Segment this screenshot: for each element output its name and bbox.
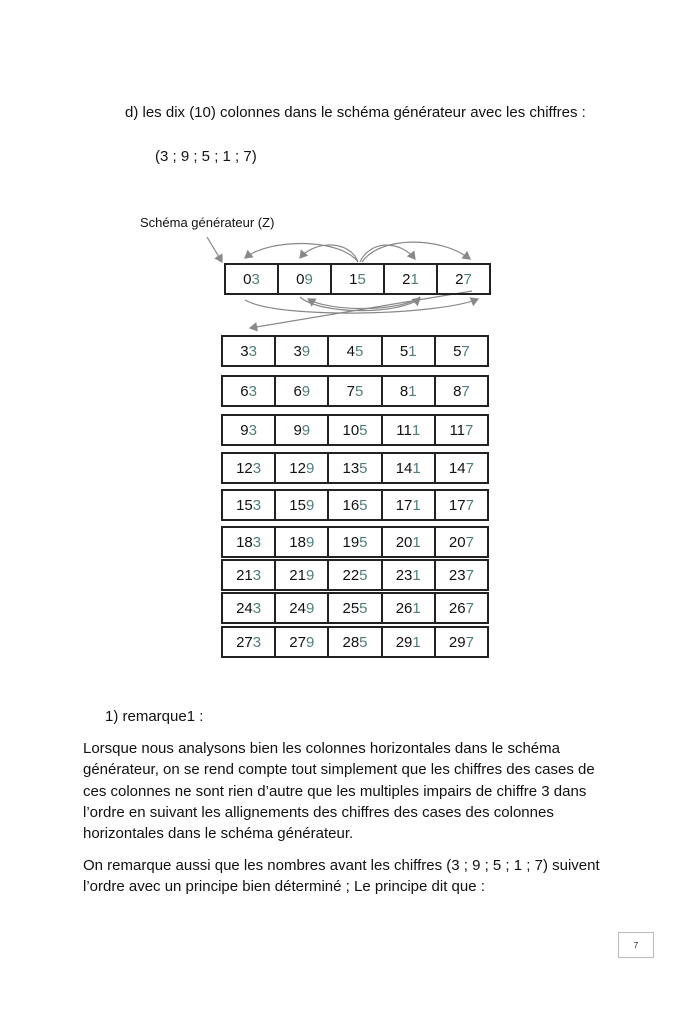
table-cell (223, 528, 276, 556)
table-row (221, 559, 489, 591)
cell-last-digit: 9 (301, 382, 311, 400)
cell-last-digit: 9 (304, 270, 313, 288)
cell-prefix: 23 (395, 566, 413, 584)
digits-line: (3 ; 9 ; 5 ; 1 ; 7) (155, 148, 257, 165)
cell-last-digit: 5 (359, 459, 368, 477)
cell-prefix: 2 (455, 270, 464, 288)
table-cell (276, 561, 329, 589)
cell-last-digit: 9 (305, 459, 315, 477)
arrow (362, 242, 470, 262)
table-cell (223, 454, 276, 482)
cell-last-digit: 1 (411, 421, 421, 439)
cell-last-digit: 5 (359, 496, 368, 514)
table-row (221, 335, 489, 367)
cell-prefix: 18 (236, 533, 253, 551)
cell-prefix: 15 (289, 496, 306, 514)
table-cell (329, 628, 382, 656)
page-number: 7 (618, 932, 654, 958)
table-row (221, 626, 489, 658)
table-row (221, 414, 489, 446)
cell-prefix: 29 (448, 633, 466, 651)
table-cell (383, 491, 436, 519)
cell-last-digit: 7 (461, 342, 470, 360)
table-cell (223, 377, 276, 405)
cell-prefix: 16 (342, 496, 360, 514)
table-cell (383, 628, 436, 656)
cell-prefix: 22 (342, 566, 360, 584)
cell-last-digit: 5 (357, 270, 366, 288)
cell-last-digit: 7 (461, 382, 470, 400)
cell-prefix: 23 (448, 566, 466, 584)
cell-last-digit: 1 (412, 459, 421, 477)
table-cell (436, 628, 487, 656)
table-cell (438, 265, 489, 293)
cell-last-digit: 7 (465, 533, 474, 551)
cell-last-digit: 1 (412, 566, 421, 584)
cell-last-digit: 1 (408, 382, 417, 400)
table-cell (329, 416, 382, 444)
table-cell (329, 528, 382, 556)
cell-prefix: 24 (236, 599, 253, 617)
cell-prefix: 25 (342, 599, 360, 617)
table-cell (329, 561, 382, 589)
cell-prefix: 11 (396, 421, 412, 439)
table-row (221, 526, 489, 558)
cell-last-digit: 9 (305, 599, 315, 617)
cell-prefix: 17 (395, 496, 413, 514)
table-cell (436, 491, 487, 519)
cell-prefix: 19 (342, 533, 360, 551)
cell-last-digit: 7 (465, 633, 474, 651)
cell-last-digit: 5 (355, 382, 364, 400)
cell-prefix: 8 (399, 382, 409, 400)
cell-last-digit: 5 (359, 421, 368, 439)
cell-last-digit: 7 (465, 459, 474, 477)
table-cell (383, 594, 436, 622)
table-cell (436, 416, 487, 444)
table-cell (223, 561, 276, 589)
table-cell (383, 377, 436, 405)
cell-prefix: 9 (240, 421, 249, 439)
cell-prefix: 7 (346, 382, 355, 400)
table-cell (276, 416, 329, 444)
generator-row (224, 263, 491, 295)
table-row (221, 452, 489, 484)
arrow (207, 237, 222, 262)
cell-prefix: 5 (399, 342, 409, 360)
cell-prefix: 9 (293, 421, 302, 439)
cell-last-digit: 9 (305, 566, 315, 584)
table-row (221, 375, 489, 407)
cell-last-digit: 3 (252, 533, 262, 551)
table-cell (223, 628, 276, 656)
table-cell (329, 491, 382, 519)
cell-last-digit: 3 (251, 270, 260, 288)
cell-prefix: 11 (449, 421, 466, 439)
cell-prefix: 12 (236, 459, 253, 477)
table-cell (436, 454, 487, 482)
cell-last-digit: 9 (305, 533, 315, 551)
cell-prefix: 29 (395, 633, 413, 651)
table-cell (383, 528, 436, 556)
arrow (300, 245, 358, 262)
cell-last-digit: 3 (248, 421, 257, 439)
table-cell (223, 416, 276, 444)
cell-last-digit: 5 (359, 533, 368, 551)
cell-last-digit: 9 (301, 421, 311, 439)
table-cell (223, 337, 276, 365)
table-cell (383, 561, 436, 589)
cell-prefix: 6 (240, 382, 249, 400)
cell-prefix: 28 (342, 633, 360, 651)
table-cell (383, 416, 436, 444)
cell-prefix: 12 (289, 459, 306, 477)
table-row (221, 489, 489, 521)
table-cell (276, 377, 329, 405)
table-cell (223, 491, 276, 519)
cell-prefix: 3 (293, 342, 302, 360)
cell-last-digit: 9 (305, 633, 315, 651)
table-cell (329, 337, 382, 365)
cell-last-digit: 1 (412, 633, 421, 651)
cell-prefix: 4 (346, 342, 355, 360)
cell-prefix: 24 (289, 599, 306, 617)
cell-last-digit: 7 (465, 496, 474, 514)
table-cell (276, 454, 329, 482)
table-cell (436, 594, 487, 622)
cell-prefix: 14 (448, 459, 466, 477)
cell-prefix: 10 (342, 421, 360, 439)
cell-prefix: 27 (289, 633, 306, 651)
table-cell (436, 561, 487, 589)
cell-prefix: 8 (453, 382, 462, 400)
cell-prefix: 26 (395, 599, 413, 617)
cell-last-digit: 1 (412, 533, 421, 551)
cell-last-digit: 5 (355, 342, 364, 360)
table-cell (276, 594, 329, 622)
cell-last-digit: 7 (465, 599, 474, 617)
table-cell (436, 528, 487, 556)
cell-last-digit: 9 (305, 496, 315, 514)
cell-last-digit: 1 (408, 342, 417, 360)
table-row (221, 592, 489, 624)
cell-prefix: 17 (448, 496, 466, 514)
table-cell (329, 377, 382, 405)
cell-last-digit: 9 (301, 342, 311, 360)
cell-prefix: 13 (342, 459, 360, 477)
cell-last-digit: 5 (359, 633, 368, 651)
table-cell (329, 454, 382, 482)
remark-title: 1) remarque1 : (105, 708, 204, 725)
table-cell (436, 337, 487, 365)
cell-prefix: 20 (448, 533, 466, 551)
cell-last-digit: 3 (252, 566, 262, 584)
paragraph-1: Lorsque nous analysons bien les colonnes horizontales dans le schéma générateur, on se rend compte tout simplement que les chiffres des cases de ces colonnes ne sont rien d’autre que les multiples impairs de chiffre 3 dans l’ordre en suivant les allignements des chiffres des cases des colonnes horizontales dans le schéma générateur. (83, 740, 595, 843)
cell-last-digit: 1 (410, 270, 419, 288)
cell-prefix: 3 (240, 342, 249, 360)
cell-prefix: 18 (289, 533, 306, 551)
section-heading-d: d) les dix (10) colonnes dans le schéma générateur avec les chiffres : (125, 104, 586, 121)
cell-last-digit: 5 (359, 599, 368, 617)
cell-last-digit: 3 (252, 633, 262, 651)
table-cell (436, 377, 487, 405)
cell-last-digit: 7 (463, 270, 472, 288)
cell-last-digit: 3 (248, 382, 257, 400)
cell-last-digit: 7 (465, 421, 474, 439)
table-cell (385, 265, 438, 293)
cell-prefix: 0 (243, 270, 252, 288)
table-cell (223, 594, 276, 622)
cell-prefix: 21 (236, 566, 253, 584)
paragraph-2: On remarque aussi que les nombres avant les chiffres (3 ; 9 ; 5 ; 1 ; 7) suivent l’ordre avec un principe bien déterminé ; Le principe dit que : (83, 857, 600, 896)
table-cell (226, 265, 279, 293)
cell-prefix: 20 (395, 533, 413, 551)
cell-prefix: 14 (395, 459, 413, 477)
arrow (360, 245, 415, 262)
cell-prefix: 0 (296, 270, 305, 288)
table-cell (276, 528, 329, 556)
cell-prefix: 21 (289, 566, 306, 584)
arrows-diagram (0, 0, 700, 360)
cell-last-digit: 1 (412, 599, 421, 617)
table-cell (383, 337, 436, 365)
cell-last-digit: 3 (252, 599, 262, 617)
table-cell (332, 265, 385, 293)
cell-prefix: 6 (293, 382, 302, 400)
cell-last-digit: 5 (359, 566, 368, 584)
cell-last-digit: 3 (248, 342, 257, 360)
table-cell (276, 628, 329, 656)
table-cell (276, 491, 329, 519)
cell-last-digit: 3 (252, 496, 262, 514)
cell-prefix: 1 (349, 270, 358, 288)
cell-prefix: 26 (448, 599, 466, 617)
cell-prefix: 15 (236, 496, 253, 514)
cell-prefix: 27 (236, 633, 253, 651)
table-cell (329, 594, 382, 622)
table-cell (276, 337, 329, 365)
cell-last-digit: 3 (252, 459, 262, 477)
cell-last-digit: 7 (465, 566, 474, 584)
schema-label: Schéma générateur (Z) (140, 215, 275, 230)
cell-last-digit: 1 (412, 496, 421, 514)
cell-prefix: 5 (453, 342, 462, 360)
table-cell (279, 265, 332, 293)
cell-prefix: 2 (402, 270, 411, 288)
table-cell (383, 454, 436, 482)
